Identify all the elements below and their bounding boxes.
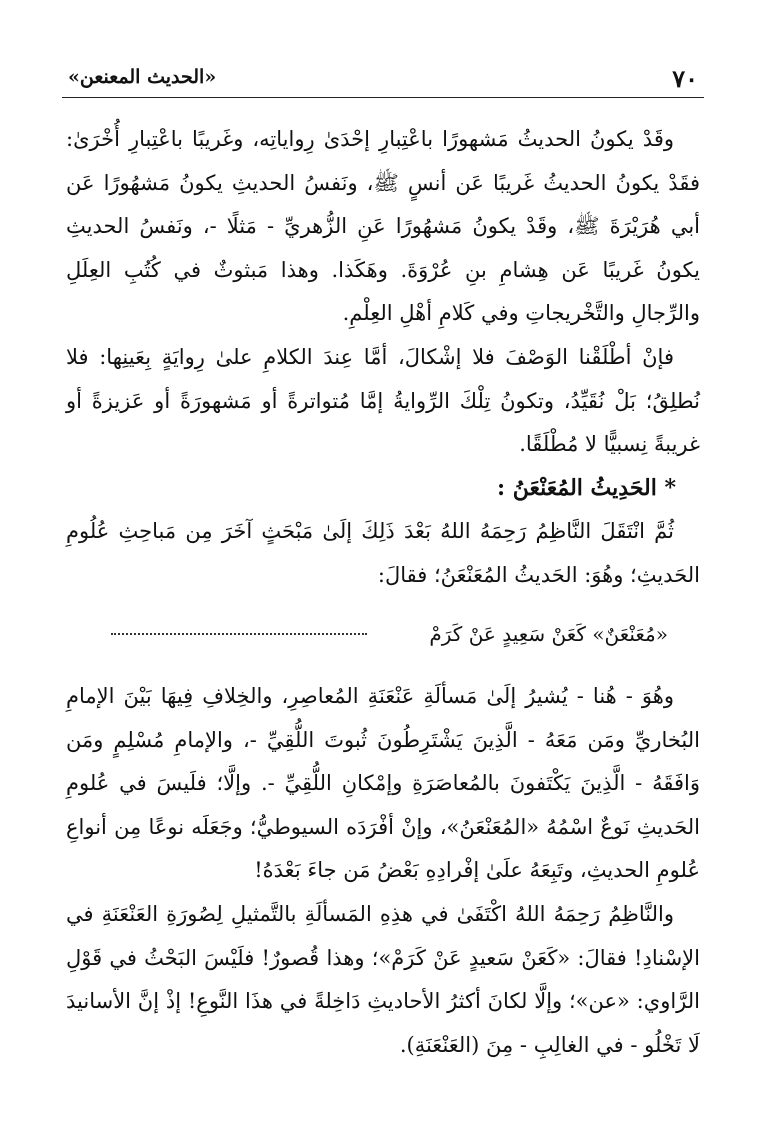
paragraph: وقَدْ يكونُ الحديثُ مَشهورًا باعْتِبارِ إحْدَىٰ رِواياتِه، وغَريبًا باعْتِبارِ أُخْرَىٰ: فقَدْ يكونُ الحديثُ غَريبًا عَن أنسٍ ﷺ، ونَفسُ الحديثِ يكونُ مَشهُورًا عَن أبي هُرَيْرَةَ ﷺ، وقَدْ يكونُ مَشهُورًا عَنِ الزُّهريِّ - مَثلًا -، ونَفسُ الحديثِ يكونُ غَريبًا عَن هِشامِ بنِ عُرْوَةَ. وهَكَذا. وهذا مَبثوثٌ في كُتُبِ العِلَلِ والرِّجالِ والتَّخْريجاتِ وفي كَلامِ أهْلِ العِلْمِ. — [66, 127, 700, 326]
paragraph: ثُمَّ انْتَقَلَ النَّاظِمُ رَحِمَهُ اللهُ بَعْدَ ذَلِكَ إلَىٰ مَبْحَثٍ آخَرَ مِن مَباحِثِ عُلُومِ الحَديثِ؛ وهُوَ: الحَديثُ المُعَنْعَنُ؛ فقالَ: — [66, 519, 700, 587]
page-body — [66, 118, 700, 1067]
page-number: ٧٠ — [672, 64, 698, 93]
paragraph: فإنْ أطْلَقْنا الوَصْفَ فلا إشْكالَ، أمَّا عِندَ الكلامِ علىٰ رِوايَةٍ بِعَينِها: فلا نُطلِقُ؛ بَلْ نُقَيِّدُ، وتكونُ تِلْكَ الرِّوايةُ إمَّا مُتواترةً أو مَشهورَةً أو عَزيزةً أو غريبةً نِسبيًّا لا مُطْلَقًا. — [66, 344, 700, 457]
verse-text: «مُعَنْعَنٌ» كَعَنْ سَعِيدٍ عَنْ كَرَمْ — [429, 622, 668, 647]
page-header — [62, 56, 704, 98]
paragraph: وهُوَ - هُنا - يُشيرُ إلَىٰ مَسألَةِ عَنْعَنَةِ المُعاصِرِ، والخِلافِ فِيهَا بَيْنَ الإمامِ البُخاريِّ ومَن مَعَهُ - الَّذِينَ يَشْتَرِطُونَ ثُبوتَ اللُّقِيِّ -، والإمامِ مُسْلِمٍ ومَن وَافَقَهُ - الَّذِينَ يَكْتَفونَ بالمُعاصَرَةِ وإمْكانِ اللُّقِيِّ -. وإلَّا؛ فلَيسَ في عُلومِ الحَديثِ نَوعٌ اسْمُهُ «المُعَنْعَنُ»، وإنْ أفْرَدَه السيوطيُّ؛ وجَعَلَه نوعًا مِن أنواعِ عُلومِ الحديثِ، وتَبِعَهُ علَىٰ إفْرادِهِ بَعْضُ مَن جاءَ بَعْدَهُ! — [66, 684, 700, 883]
header-divider — [62, 97, 704, 98]
running-title: «الحديث المعنعن» — [68, 66, 217, 88]
verse-dotted-line — [111, 633, 367, 635]
paragraph: والنَّاظِمُ رَحِمَهُ اللهُ اكْتَفَىٰ في هذِهِ المَسألَةِ بالتَّمثيلِ لِصُورَةِ العَنْعَنَةِ في الإسْنادِ! فقالَ: «كَعَنْ سَعيدٍ عَنْ كَرَمْ»؛ وهذا قُصورٌ! فلَيْسَ البَحْثُ في قَوْلِ الرَّاوي: «عن»؛ وإلَّا لكانَ أكثرُ الأحاديثِ دَاخِلةً في هذَا النَّوعِ! إذْ إنَّ الأسانيدَ لَا تَخْلُو - في الغالِبِ - مِنَ (العَنْعَنَةِ). — [66, 902, 700, 1057]
section-heading: * الحَدِيثُ المُعَنْعَنُ : — [496, 474, 676, 501]
verse-line — [66, 602, 700, 666]
